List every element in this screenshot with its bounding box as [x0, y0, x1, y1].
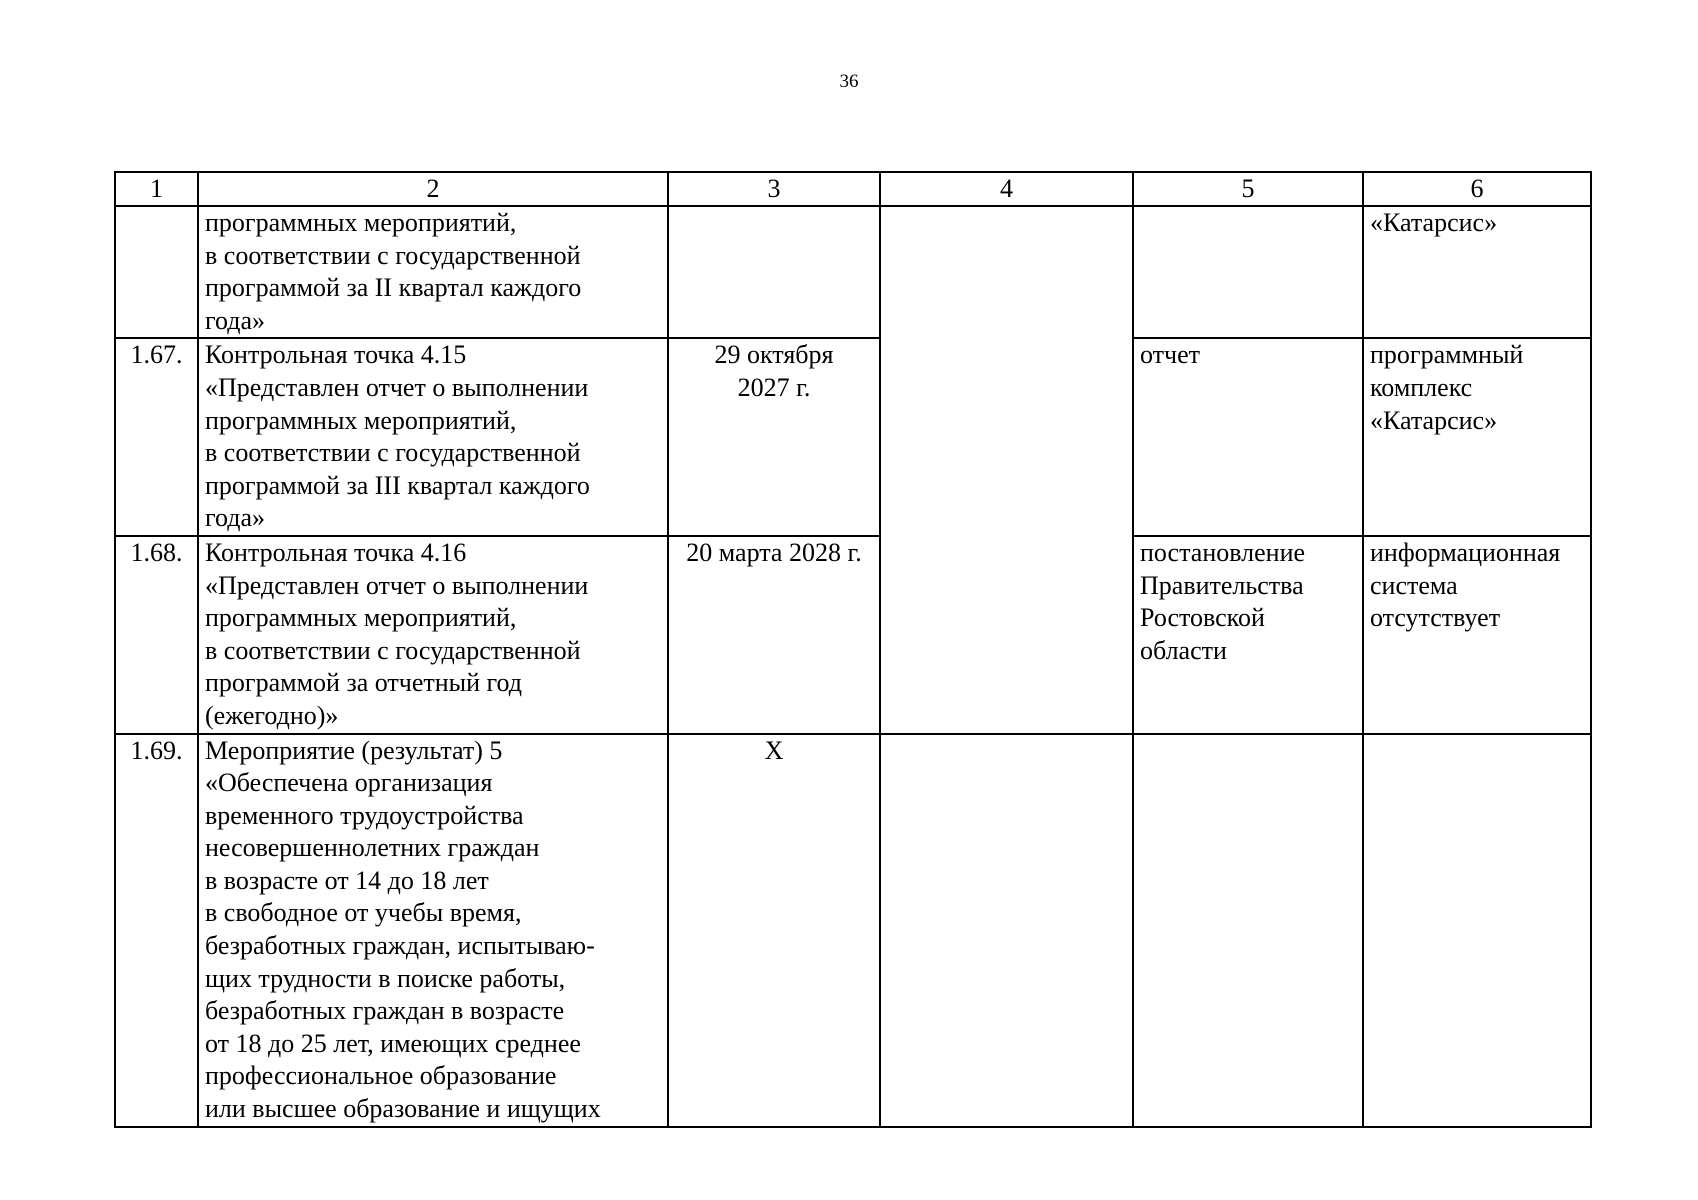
row-document: отчет — [1133, 338, 1363, 536]
row-document — [1133, 206, 1363, 338]
plan-table — [114, 171, 1592, 1128]
row-number: 1.67. — [115, 338, 198, 536]
row-date: 20 марта 2028 г. — [668, 536, 880, 734]
row-number — [115, 206, 198, 338]
row-date — [668, 206, 880, 338]
header-col-4: 4 — [880, 172, 1133, 206]
header-col-2: 2 — [198, 172, 668, 206]
header-row — [115, 172, 1591, 206]
table-row — [115, 206, 1591, 338]
row-responsible — [880, 734, 1133, 1127]
row-document: постановление Правительства Ростовской области — [1133, 536, 1363, 734]
row-date: 29 октября 2027 г. — [668, 338, 880, 536]
header-col-6: 6 — [1363, 172, 1591, 206]
row-system: программный комплекс «Катарсис» — [1363, 338, 1591, 536]
row-document — [1133, 734, 1363, 1127]
row-name: Контрольная точка 4.16 «Представлен отчет о выполнении программных мероприятий, в соответствии с государственной программой за отчетный год (ежегодно)» — [198, 536, 668, 734]
header-col-1: 1 — [115, 172, 198, 206]
row-name: Мероприятие (результат) 5 «Обеспечена организация временного трудоустройства несовершеннолетних граждан в возрасте от 14 до 18 лет в свободное от учебы время, безработных граждан, испытываю- щих трудности в поиске работы, безработных граждан в возрасте от 18 до 25 лет, имеющих среднее профессиональное образование или высшее образование и ищущих — [198, 734, 668, 1127]
table-row — [115, 338, 1591, 536]
row-responsible — [880, 206, 1133, 734]
page-number: 36 — [839, 71, 859, 92]
header-col-3: 3 — [668, 172, 880, 206]
table-row — [115, 536, 1591, 734]
table-row — [115, 734, 1591, 1127]
row-number: 1.68. — [115, 536, 198, 734]
row-system: «Катарсис» — [1363, 206, 1591, 338]
row-number: 1.69. — [115, 734, 198, 1127]
row-name: программных мероприятий, в соответствии с государственной программой за II квартал каждого года» — [198, 206, 668, 338]
header-col-5: 5 — [1133, 172, 1363, 206]
row-system: информационная система отсутствует — [1363, 536, 1591, 734]
row-system — [1363, 734, 1591, 1127]
row-name: Контрольная точка 4.15 «Представлен отчет о выполнении программных мероприятий, в соответствии с государственной программой за III квартал каждого года» — [198, 338, 668, 536]
row-date: X — [668, 734, 880, 1127]
